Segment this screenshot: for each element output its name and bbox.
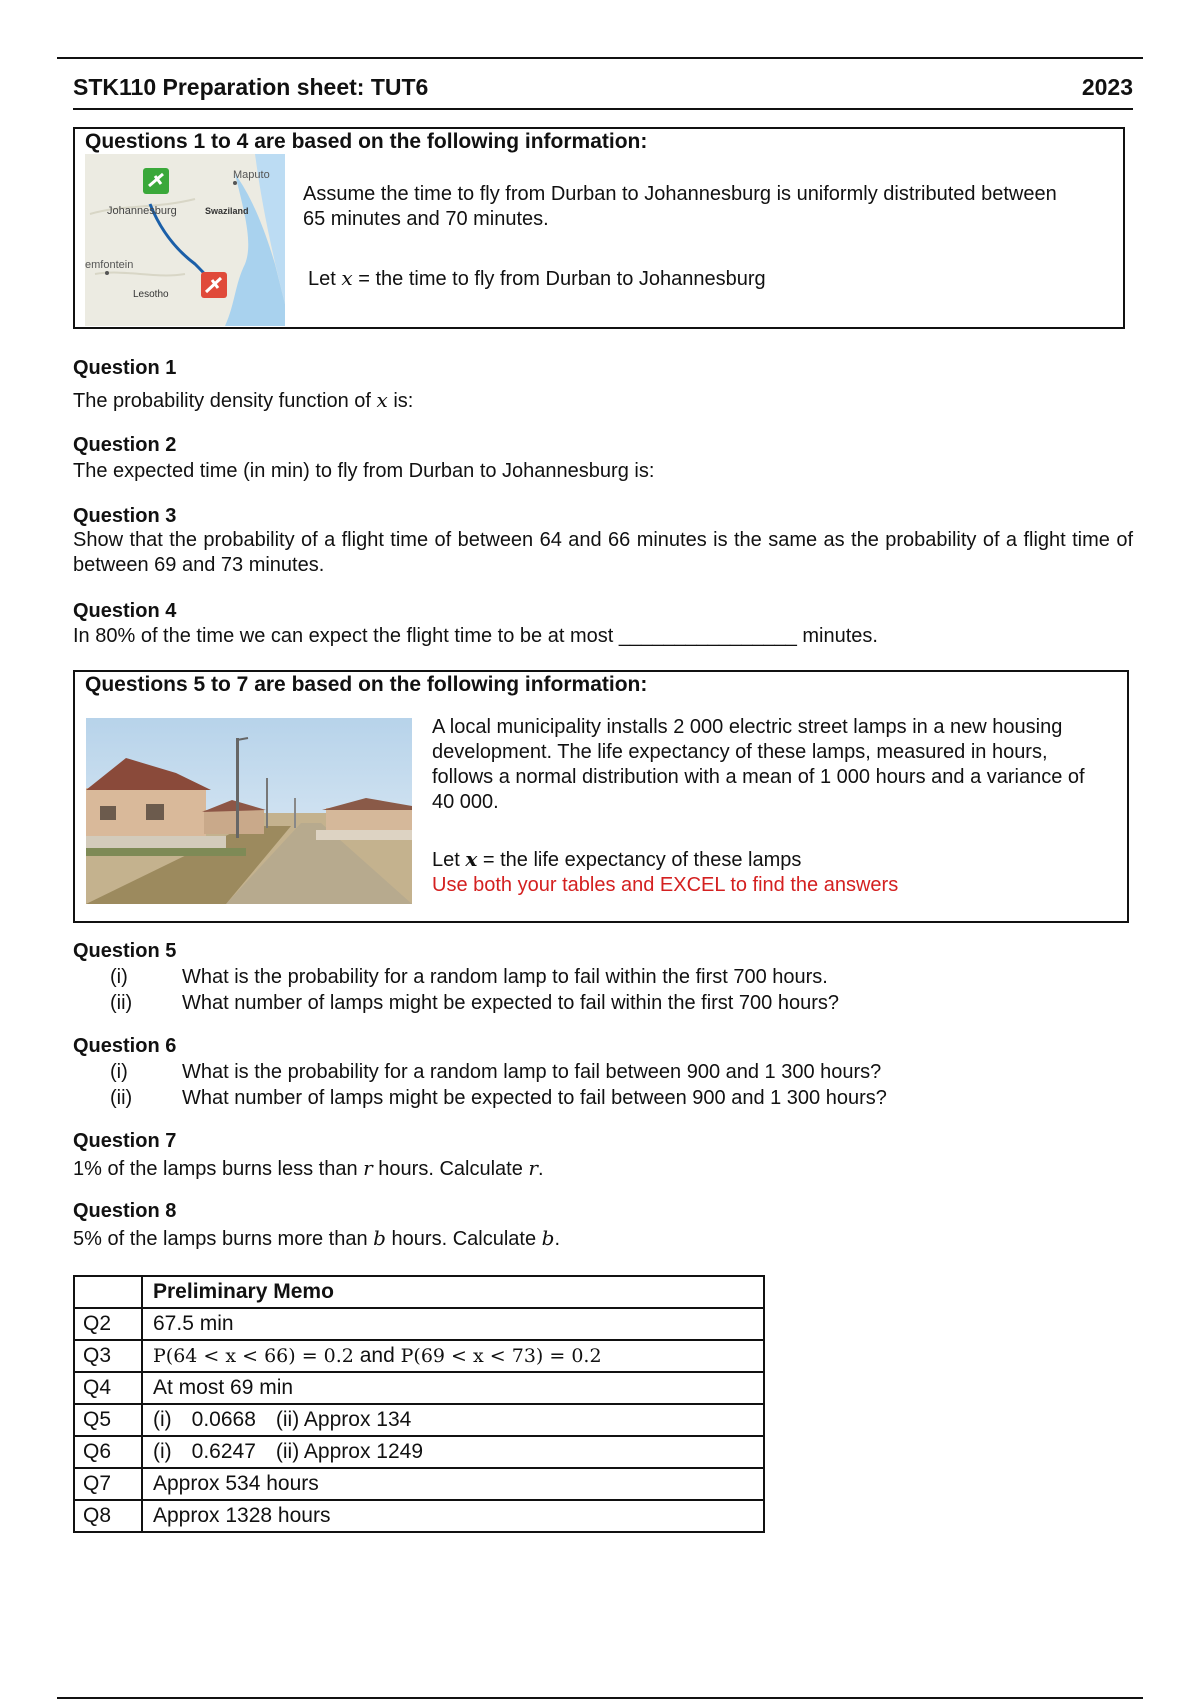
page-title: STK110 Preparation sheet: TUT6 bbox=[73, 74, 429, 100]
map-label-bloemfontein: emfontein bbox=[85, 259, 134, 271]
question-6-item-ii: (ii) What number of lamps might be expected to fail between 900 and 1 300 hours? bbox=[110, 1087, 887, 1109]
table-row: Q2 67.5 min bbox=[74, 1308, 764, 1340]
memo-heading: Preliminary Memo bbox=[142, 1276, 764, 1308]
question-5-title: Question 5 bbox=[73, 940, 177, 962]
table-row: Q8 Approx 1328 hours bbox=[74, 1500, 764, 1532]
info-box-questions-5-7 bbox=[73, 670, 1129, 923]
box1-description: Assume the time to fly from Durban to Johannesburg is uniformly distributed between 65 minutes and 70 minutes. bbox=[303, 183, 1057, 230]
info-box-heading: Questions 1 to 4 are based on the following information: bbox=[85, 130, 648, 153]
question-1-text: The probability density function of x is: bbox=[73, 388, 414, 412]
question-1-title: Question 1 bbox=[73, 357, 177, 379]
box2-let-definition: Let x = the life expectancy of these lamps bbox=[432, 847, 802, 871]
top-rule bbox=[57, 57, 1143, 59]
table-row: Q6 (i) 0.6247 (ii) Approx 1249 bbox=[74, 1436, 764, 1468]
question-4-text: In 80% of the time we can expect the flight time to be at most ________________ minutes. bbox=[73, 625, 878, 647]
question-4-title: Question 4 bbox=[73, 600, 177, 622]
question-6-item-i: (i) What is the probability for a random lamp to fail between 900 and 1 300 hours? bbox=[110, 1061, 882, 1083]
info-box-heading: Questions 5 to 7 are based on the following information: bbox=[85, 673, 648, 696]
question-8-title: Question 8 bbox=[73, 1200, 177, 1222]
street-housing-photo bbox=[86, 718, 412, 904]
page-header bbox=[73, 72, 1133, 110]
question-7-title: Question 7 bbox=[73, 1130, 177, 1152]
question-5-item-i: (i) What is the probability for a random lamp to fail within the first 700 hours. bbox=[110, 966, 828, 988]
answer-blank: ________________ bbox=[618, 625, 797, 647]
question-3-title: Question 3 bbox=[73, 505, 177, 527]
question-3-text: Show that the probability of a flight time of between 64 and 66 minutes is the same as the probability of a flight time of between 69 and 73 minutes. bbox=[73, 529, 1133, 576]
table-row: Q3 P(64 < x < 66) = 0.2 and P(69 < x < 73) = 0.2 bbox=[74, 1340, 764, 1372]
memo-header-row bbox=[74, 1276, 764, 1308]
question-7-text: 1% of the lamps burns less than r hours. Calculate r. bbox=[73, 1156, 544, 1180]
question-2-title: Question 2 bbox=[73, 434, 177, 456]
box1-let-definition: Let x = the time to fly from Durban to Johannesburg bbox=[308, 266, 766, 290]
question-6-title: Question 6 bbox=[73, 1035, 177, 1057]
info-box-questions-1-4 bbox=[73, 127, 1125, 329]
route-map-image bbox=[85, 154, 285, 326]
box2-description: A local municipality installs 2 000 electric street lamps in a new housing development. The life expectancy of these lamps, measured in hours, follows a normal distribution with a mean of 1 000 hours and a variance of 40 000. bbox=[432, 716, 1085, 813]
question-2-text: The expected time (in min) to fly from Durban to Johannesburg is: bbox=[73, 460, 655, 482]
bottom-rule bbox=[57, 1697, 1143, 1699]
table-row: Q7 Approx 534 hours bbox=[74, 1468, 764, 1500]
map-label-johannesburg: Johannesburg bbox=[107, 205, 177, 217]
preliminary-memo-table bbox=[73, 1275, 765, 1533]
box2-excel-note: Use both your tables and EXCEL to find the answers bbox=[432, 874, 899, 896]
table-row: Q4 At most 69 min bbox=[74, 1372, 764, 1404]
page-year: 2023 bbox=[1081, 74, 1133, 100]
map-label-swaziland: Swaziland bbox=[205, 206, 249, 216]
question-5-item-ii: (ii) What number of lamps might be expected to fail within the first 700 hours? bbox=[110, 992, 840, 1014]
map-label-lesotho: Lesotho bbox=[133, 289, 169, 300]
question-8-text: 5% of the lamps burns more than b hours. Calculate b. bbox=[73, 1226, 561, 1250]
map-label-maputo: Maputo bbox=[233, 169, 270, 181]
table-row: Q5 (i) 0.0668 (ii) Approx 134 bbox=[74, 1404, 764, 1436]
